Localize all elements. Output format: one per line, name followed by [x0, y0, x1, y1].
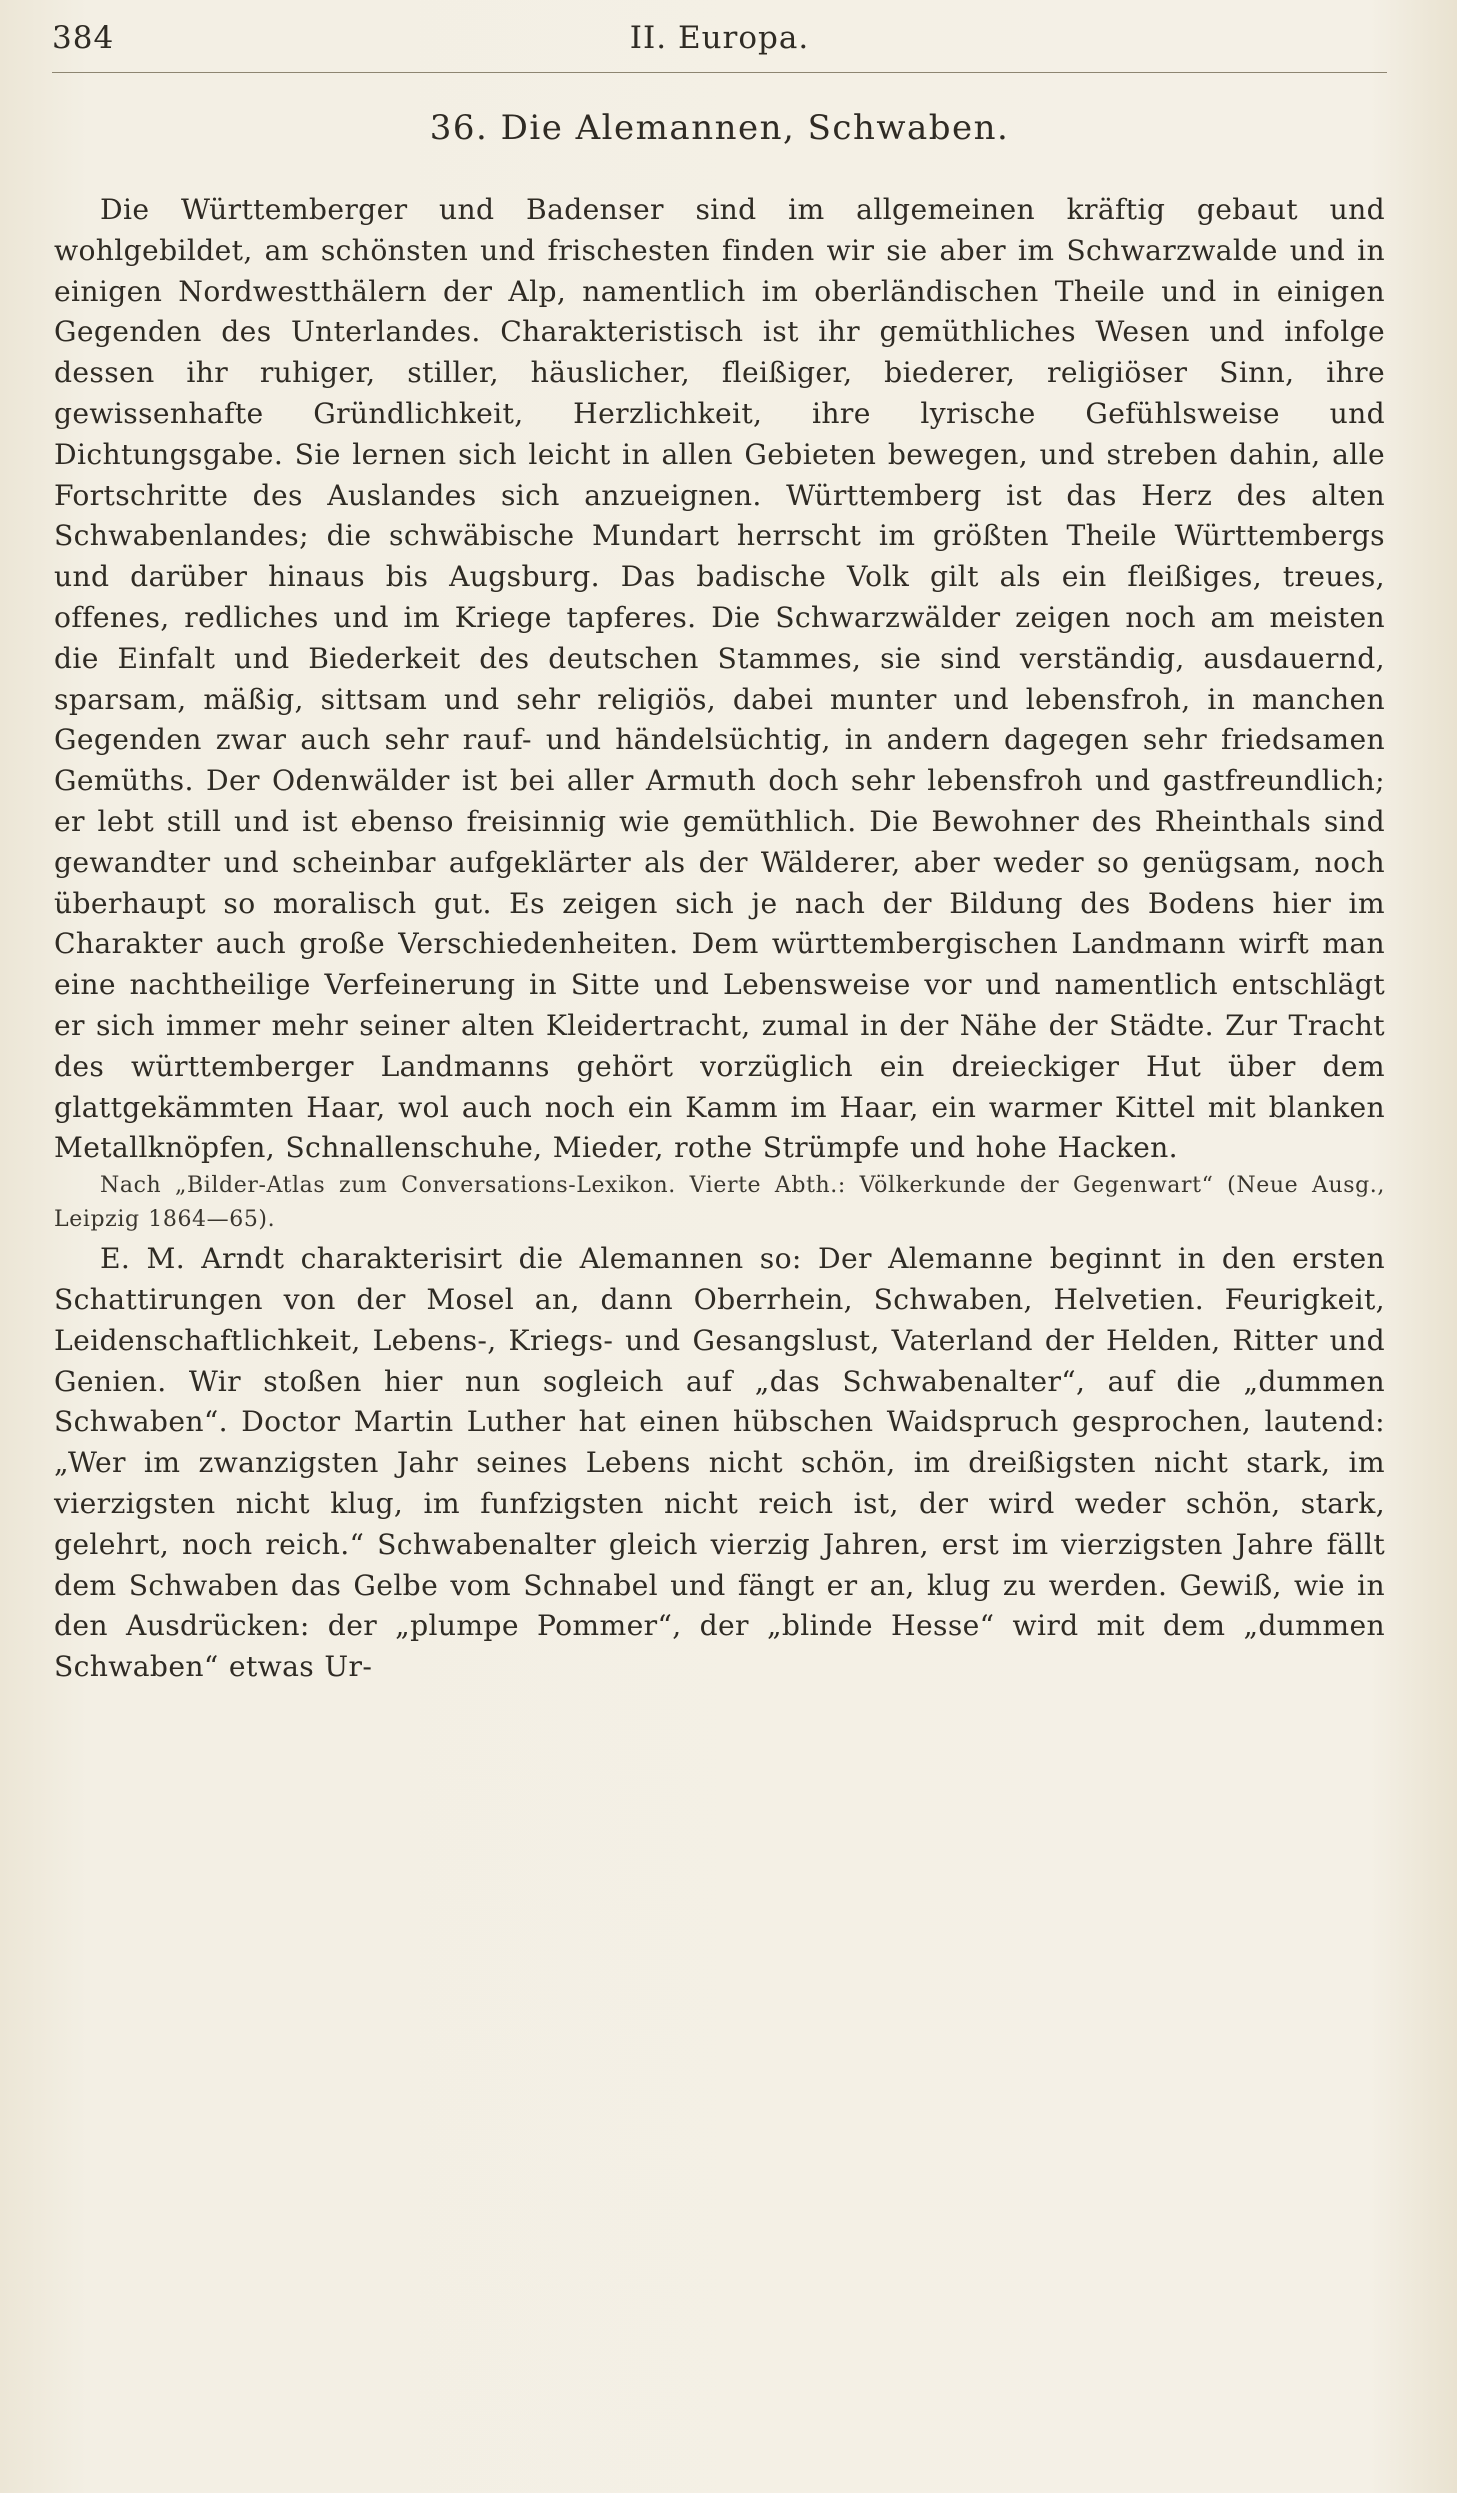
paragraph-description: Die Württemberger und Badenser sind im allgemeinen kräftig gebaut und wohlgebildet, am schönsten und frischesten finden wir sie aber im Schwarzwalde und in einigen Nordwestthälern der Alp, namentlich im oberländischen Theile und in einigen Gegenden des Unterlandes. Charakteristisch ist ihr gemüthliches Wesen und infolge dessen ihr ruhiger, stiller, häuslicher, fleißiger, biederer, religiöser Sinn, ihre gewissenhafte Gründlichkeit, Herzlichkeit, ihre lyrische Gefühlsweise und Dichtungsgabe. Sie lernen sich leicht in allen Gebieten bewegen, und streben dahin, alle Fortschritte des Auslandes sich anzueignen. Württemberg ist das Herz des alten Schwabenlandes; die schwäbische Mundart herrscht im größten Theile Württembergs und darüber hinaus bis Augsburg. Das badische Volk gilt als ein fleißiges, treues, offenes, redliches und im Kriege tapferes. Die Schwarzwälder zeigen noch am meisten die Einfalt und Biederkeit des deutschen Stammes, sie sind verständig, ausdauernd, sparsam, mäßig, sittsam und sehr religiös, dabei munter und lebensfroh, in manchen Gegenden zwar auch sehr rauf- und händelsüchtig, in andern dagegen sehr friedsamen Gemüths. Der Odenwälder ist bei aller Armuth doch sehr lebensfroh und gastfreundlich; er lebt still und ist ebenso freisinnig wie gemüthlich. Die Bewohner des Rheinthals sind gewandter und scheinbar aufgeklärter als der Wälderer, aber weder so genügsam, noch überhaupt so moralisch gut. Es zeigen sich je nach der Bildung des Bodens hier im Charakter auch große Verschiedenheiten. Dem württembergischen Landmann wirft man eine nachtheilige Verfeinerung in Sitte und Lebensweise vor und namentlich entschlägt er sich immer mehr seiner alten Kleidertracht, zumal in der Nähe der Städte. Zur Tracht des württemberger Landmanns gehört vorzüglich ein dreieckiger Hut über dem glattgekämmten Haar, wol auch noch ein Kamm im Haar, ein warmer Kittel mit blanken Metallknöpfen, Schnallenschuhe, Mieder, rothe Strümpfe und hohe Hacken. — [54, 193, 1385, 1165]
page-number: 384 — [52, 20, 115, 56]
running-head — [52, 18, 1387, 64]
paragraph-arndt: E. M. Arndt charakterisirt die Alemannen so: Der Alemanne beginnt in den ersten Schattirungen von der Mosel an, dann Oberrhein, Schwaben, Helvetien. Feurigkeit, Leidenschaftlichkeit, Lebens-, Kriegs- und Gesangslust, Vaterland der Helden, Ritter und Genien. Wir stoßen hier nun sogleich auf „das Schwabenalter“, auf die „dummen Schwaben“. Doctor Martin Luther hat einen hübschen Waidspruch gesprochen, lautend: „Wer im zwanzigsten Jahr seines Lebens nicht schön, im dreißigsten nicht stark, im vierzigsten nicht klug, im funfzigsten nicht reich ist, der wird weder schön, stark, gelehrt, noch reich.“ Schwabenalter gleich vierzig Jahren, erst im vierzigsten Jahre fällt dem Schwaben das Gelbe vom Schnabel und fängt er an, klug zu werden. Gewiß, wie in den Ausdrücken: der „plumpe Pommer“, der „blinde Hesse“ wird mit dem „dummen Schwaben“ etwas Ur- — [54, 1242, 1385, 1684]
section-heading: 36. Die Alemannen, Schwaben. — [429, 108, 1010, 148]
running-title: II. Europa. — [629, 20, 810, 56]
header-rule — [52, 72, 1387, 73]
source-note: Nach „Bilder-Atlas zum Conversations-Lexikon. Vierte Abth.: Völkerkunde der Gegenwart“ (Neue Ausg., Leipzig 1864—65). — [54, 1173, 1385, 1233]
body-text — [54, 190, 1385, 1688]
